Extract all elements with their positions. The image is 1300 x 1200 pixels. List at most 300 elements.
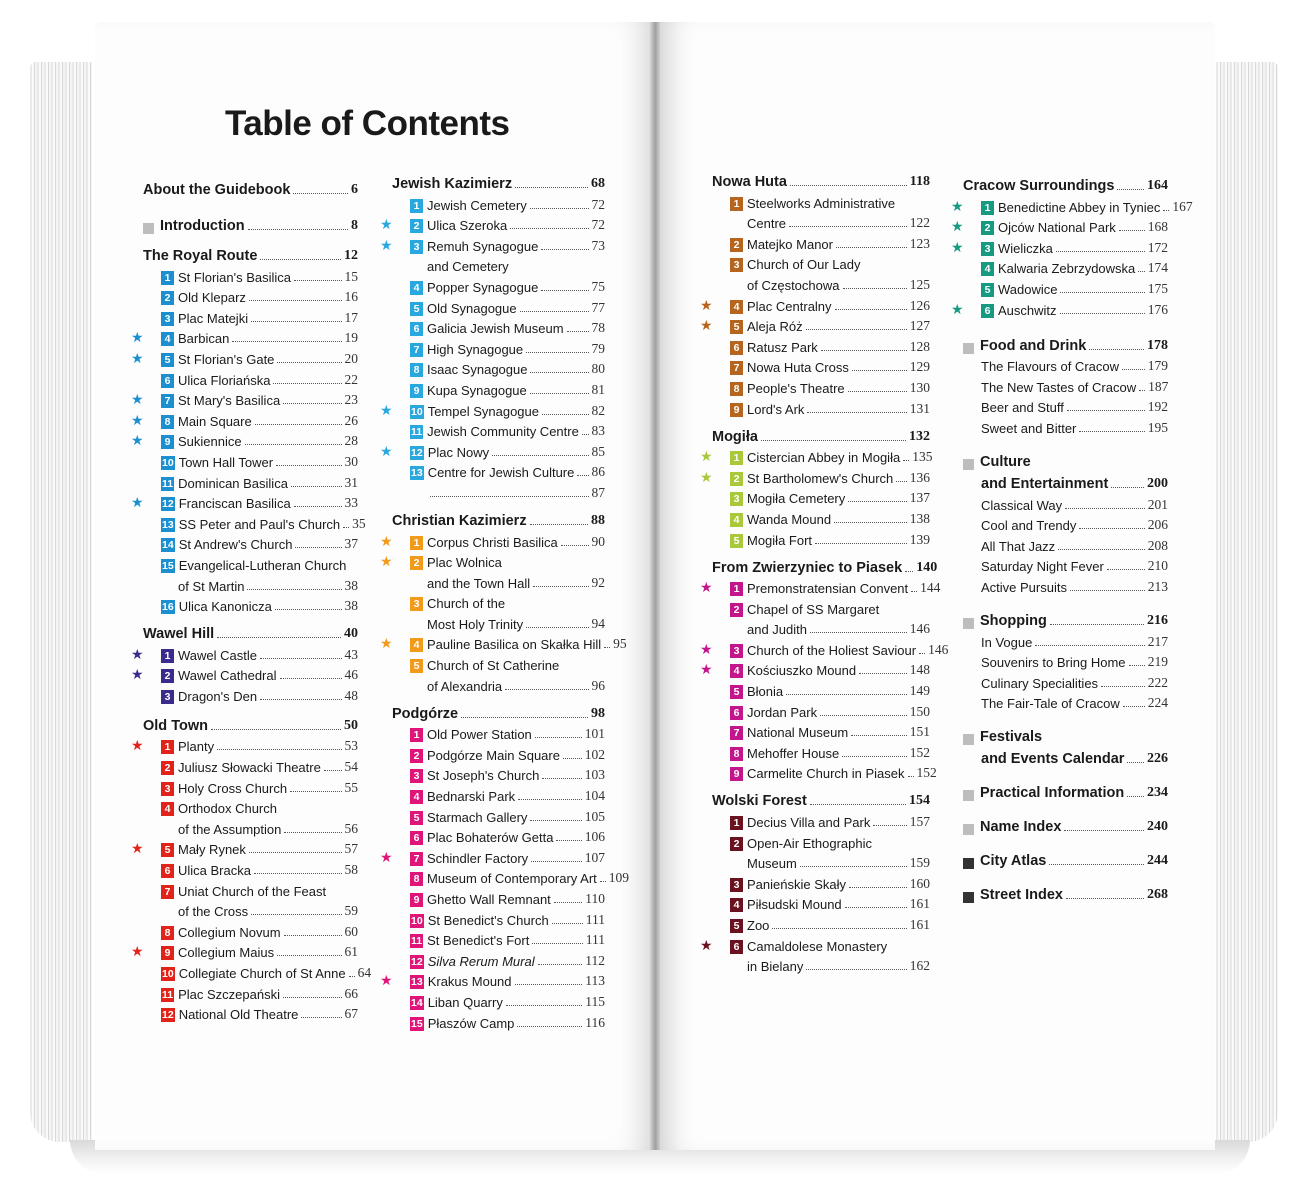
entry-title: Main Square	[178, 413, 252, 429]
dot-leader	[301, 1017, 341, 1018]
dot-leader	[600, 881, 606, 882]
entry-page-number: 217	[1147, 633, 1168, 649]
entry-title: Cistercian Abbey in Mogiła	[747, 450, 901, 466]
entry-page-number: 66	[344, 985, 358, 1001]
entry-page-number: 61	[344, 944, 358, 960]
entry-page-number: 86	[591, 464, 605, 480]
toc-entry[interactable]	[392, 192, 605, 213]
entry-number-badge: 15	[162, 559, 174, 572]
toc-entry[interactable]	[963, 374, 1168, 395]
entry-page-number: 107	[584, 849, 605, 865]
toc-entry[interactable]	[712, 375, 930, 396]
star-icon: ★	[700, 579, 713, 596]
toc-entry[interactable]	[392, 480, 605, 501]
toc-entry[interactable]	[712, 892, 930, 913]
dot-leader	[800, 866, 907, 867]
toc-entry[interactable]	[131, 326, 358, 347]
entry-number-badge: 6	[981, 304, 994, 318]
toc-entry[interactable]	[143, 470, 358, 491]
section-heading[interactable]	[712, 423, 930, 445]
toc-entry[interactable]	[963, 415, 1168, 436]
section-heading[interactable]	[963, 470, 1168, 492]
toc-entry[interactable]	[143, 775, 358, 796]
dot-leader	[277, 955, 341, 956]
section-heading[interactable]	[963, 847, 1168, 869]
section-title: Nowa Huta	[712, 174, 787, 190]
toc-entry[interactable]	[963, 554, 1168, 575]
entry-page-number: 56	[344, 820, 358, 836]
dot-leader	[515, 187, 588, 188]
entry-number-badge: 10	[162, 968, 174, 980]
toc-entry[interactable]	[392, 570, 605, 591]
entry-title: Panieńskie Skały	[747, 876, 846, 892]
section-heading[interactable]	[712, 554, 938, 576]
toc-entry[interactable]	[143, 857, 358, 878]
toc-entry[interactable]	[392, 295, 605, 316]
toc-entry[interactable]	[392, 336, 605, 357]
toc-section	[380, 700, 630, 1031]
entry-page-number: 38	[344, 577, 358, 593]
section-heading[interactable]	[712, 168, 930, 190]
dot-leader	[260, 658, 342, 659]
star-icon: ★	[951, 197, 964, 214]
toc-entry[interactable]	[712, 506, 930, 527]
toc-entry[interactable]	[963, 574, 1168, 595]
toc-entry[interactable]	[392, 357, 605, 378]
entry-number-badge: 5	[161, 843, 174, 857]
entry-number-badge: 8	[730, 382, 743, 396]
entry-number-badge: 12	[162, 498, 174, 511]
toc-entry[interactable]	[392, 825, 605, 846]
toc-entry[interactable]	[963, 650, 1168, 671]
dot-leader	[1107, 569, 1145, 570]
toc-entry[interactable]	[392, 460, 605, 481]
dot-leader	[542, 414, 589, 415]
toc-entry[interactable]	[963, 395, 1168, 416]
toc-entry[interactable]	[392, 611, 605, 632]
entry-title: Beer and Stuff	[981, 400, 1064, 416]
toc-column-4	[951, 172, 1193, 904]
dot-leader	[810, 632, 907, 633]
dot-leader	[772, 928, 906, 929]
toc-entry[interactable]	[131, 663, 358, 684]
toc-entry[interactable]	[700, 314, 930, 335]
dot-leader	[510, 228, 588, 229]
toc-entry[interactable]	[951, 235, 1168, 256]
toc-entry[interactable]	[712, 830, 930, 851]
toc-entry[interactable]	[963, 533, 1168, 554]
section-heading[interactable]	[963, 745, 1168, 767]
toc-entry[interactable]	[963, 670, 1168, 691]
entry-number-badge: 5	[410, 811, 423, 825]
entry-title: Uniat Church of the Feast	[178, 883, 327, 899]
dot-leader	[1117, 189, 1144, 190]
entry-number-badge: 2	[730, 603, 743, 617]
toc-entry[interactable]	[392, 377, 605, 398]
entry-number-badge: 9	[730, 767, 743, 781]
section-heading[interactable]	[963, 779, 1168, 801]
section-page-number: 216	[1147, 612, 1168, 628]
entry-title: of the Assumption	[178, 821, 282, 837]
entry-title: Isaac Synagogue	[427, 362, 528, 378]
toc-entry[interactable]	[700, 658, 930, 679]
toc-section	[380, 170, 605, 501]
entry-number-badge: 3	[161, 312, 174, 326]
entry-page-number: 67	[344, 1006, 358, 1022]
toc-entry[interactable]	[712, 720, 930, 741]
dot-leader	[284, 832, 341, 833]
section-heading[interactable]	[143, 212, 358, 234]
toc-entry[interactable]	[712, 954, 930, 975]
entry-number-badge: 1	[410, 199, 423, 213]
toc-entry[interactable]	[143, 594, 358, 615]
entry-title: in Bielany	[747, 959, 804, 975]
entry-title: All That Jazz	[981, 538, 1056, 554]
entry-number-badge: 8	[730, 747, 743, 761]
entry-page-number: 104	[584, 788, 605, 804]
toc-entry[interactable]	[392, 804, 605, 825]
entry-page-number: 60	[344, 923, 358, 939]
toc-entry[interactable]	[380, 632, 627, 653]
entry-number-badge: 3	[161, 690, 174, 704]
toc-entry[interactable]	[143, 367, 358, 388]
section-heading[interactable]	[963, 813, 1168, 835]
dot-leader	[567, 331, 589, 332]
entry-title: Popper Synagogue	[427, 279, 539, 295]
toc-entry[interactable]	[143, 960, 372, 981]
entry-page-number: 146	[928, 641, 949, 657]
toc-entry[interactable]	[392, 948, 605, 969]
toc-entry[interactable]	[143, 919, 358, 940]
toc-entry[interactable]	[392, 763, 605, 784]
toc-entry[interactable]	[712, 678, 930, 699]
toc-section	[951, 172, 1193, 318]
entry-title: SS Peter and Paul's Church	[178, 516, 341, 532]
section-title: Name Index	[980, 819, 1062, 836]
toc-entry[interactable]	[143, 816, 358, 837]
toc-entry[interactable]	[392, 652, 605, 673]
entry-title: Museum of Contemporary Art	[427, 871, 597, 887]
dot-leader	[806, 969, 906, 970]
toc-entry[interactable]	[143, 981, 358, 1002]
toc-entry[interactable]	[712, 699, 930, 720]
toc-entry[interactable]	[951, 194, 1193, 215]
toc-entry[interactable]	[392, 316, 605, 337]
entry-number-badge: 13	[162, 518, 174, 531]
entry-title: Bednarski Park	[427, 789, 516, 805]
entry-page-number: 152	[916, 765, 937, 781]
toc-entry[interactable]	[143, 532, 358, 553]
section-square-icon	[963, 734, 974, 745]
entry-title: Collegium Maius	[178, 945, 275, 961]
entry-number-badge: 3	[730, 644, 743, 658]
section-heading[interactable]	[392, 700, 605, 722]
entry-page-number: 162	[909, 958, 930, 974]
entry-page-number: 122	[909, 215, 930, 231]
entry-title: Lord's Ark	[747, 401, 805, 417]
toc-entry[interactable]	[380, 845, 605, 866]
entry-number-badge: 12	[411, 446, 423, 459]
entry-number-badge: 7	[161, 885, 174, 899]
entry-title: Wadowice	[998, 281, 1058, 297]
toc-entry[interactable]	[131, 642, 358, 663]
toc-entry[interactable]	[700, 445, 933, 466]
toc-entry[interactable]	[700, 933, 930, 954]
entry-title: Jewish Community Centre	[427, 424, 579, 440]
dot-leader	[1049, 864, 1144, 865]
entry-title: of Częstochowa	[747, 277, 840, 293]
entry-page-number: 90	[591, 533, 605, 549]
entry-page-number: 206	[1147, 517, 1168, 533]
toc-entry[interactable]	[143, 796, 358, 817]
toc-entry[interactable]	[392, 783, 605, 804]
toc-entry[interactable]	[143, 899, 358, 920]
entry-title: Kościuszko Mound	[747, 663, 857, 679]
entry-number-badge: 11	[162, 988, 174, 1001]
toc-entry[interactable]	[131, 734, 358, 755]
entry-number-badge: 2	[730, 837, 743, 851]
toc-entry[interactable]	[712, 851, 930, 872]
entry-page-number: 28	[344, 433, 358, 449]
entry-title: The Flavours of Cracow	[981, 359, 1119, 375]
toc-entry[interactable]	[131, 346, 358, 367]
entry-number-badge: 11	[411, 426, 423, 439]
toc-entry[interactable]	[143, 1002, 358, 1023]
entry-title: Evangelical-Lutheran Church	[178, 557, 347, 573]
entry-title: Ulica Bracka	[178, 863, 251, 879]
toc-section	[963, 448, 1168, 595]
toc-entry[interactable]	[712, 912, 930, 933]
entry-title: Silva Rerum Mural	[427, 953, 535, 969]
toc-section	[700, 554, 949, 782]
toc-entry[interactable]	[392, 673, 605, 694]
toc-entry[interactable]	[963, 492, 1168, 513]
toc-entry[interactable]	[131, 388, 358, 409]
entry-number-badge: 12	[162, 1009, 174, 1022]
dot-leader	[1138, 271, 1144, 272]
toc-entry[interactable]	[712, 596, 930, 617]
toc-section	[143, 212, 358, 234]
entry-title: Centre	[747, 216, 787, 232]
star-icon: ★	[700, 317, 713, 334]
entry-page-number: 85	[591, 443, 605, 459]
entry-page-number: 151	[909, 724, 930, 740]
toc-entry[interactable]	[143, 552, 358, 573]
entry-page-number: 16	[344, 289, 358, 305]
toc-entry[interactable]	[712, 252, 930, 273]
section-title: Wolski Forest	[712, 793, 807, 810]
toc-entry[interactable]	[963, 691, 1168, 712]
entry-page-number: 208	[1147, 537, 1168, 553]
toc-entry[interactable]	[712, 355, 930, 376]
toc-entry[interactable]	[712, 396, 930, 417]
toc-entry[interactable]	[712, 871, 930, 892]
toc-entry[interactable]	[380, 398, 605, 419]
toc-entry[interactable]	[963, 256, 1168, 277]
toc-entry[interactable]	[712, 809, 930, 830]
entry-number-badge: 13	[411, 976, 423, 989]
toc-entry[interactable]	[380, 529, 605, 550]
dot-leader	[851, 735, 907, 736]
entry-title: of St Martin	[178, 578, 245, 594]
toc-entry[interactable]	[392, 989, 605, 1010]
section-heading[interactable]	[963, 607, 1168, 629]
entry-page-number: 72	[591, 196, 605, 212]
toc-entry[interactable]	[392, 1010, 605, 1031]
dot-leader	[1056, 251, 1145, 252]
dot-leader	[294, 506, 342, 507]
toc-entry[interactable]	[392, 419, 605, 440]
section-page-number: 226	[1147, 751, 1168, 767]
toc-entry[interactable]	[380, 550, 605, 571]
toc-entry[interactable]	[963, 354, 1168, 375]
section-heading[interactable]	[963, 172, 1168, 194]
toc-entry[interactable]	[951, 215, 1168, 236]
toc-entry[interactable]	[712, 740, 930, 761]
section-title: City Atlas	[980, 853, 1047, 870]
section-heading[interactable]	[392, 170, 605, 192]
toc-entry[interactable]	[131, 837, 358, 858]
entry-page-number: 31	[344, 474, 358, 490]
entry-title: Franciscan Basilica	[178, 496, 291, 512]
toc-entry[interactable]	[951, 297, 1168, 318]
toc-entry[interactable]	[143, 285, 358, 306]
dot-leader	[343, 527, 349, 528]
toc-entry[interactable]	[963, 629, 1168, 650]
dot-leader	[807, 412, 906, 413]
toc-entry[interactable]	[380, 233, 605, 254]
toc-entry[interactable]	[143, 511, 366, 532]
toc-entry[interactable]	[143, 878, 358, 899]
toc-entry[interactable]	[131, 408, 358, 429]
entry-number-badge: 4	[410, 638, 423, 652]
toc-entry[interactable]	[143, 683, 358, 704]
entry-title: Pauline Basilica on Skałka Hill	[427, 637, 602, 653]
star-icon: ★	[380, 848, 393, 865]
right-page-edges	[1216, 62, 1278, 1142]
dot-leader	[530, 393, 589, 394]
entry-number-badge: 3	[161, 782, 174, 796]
toc-entry[interactable]	[143, 264, 358, 285]
entry-title: Old Power Station	[427, 727, 532, 743]
toc-entry[interactable]	[380, 969, 605, 990]
entry-title: Liban Quarry	[427, 994, 503, 1010]
toc-entry[interactable]	[700, 293, 930, 314]
section-title: Practical Information	[980, 785, 1125, 802]
entry-number-badge: 7	[410, 852, 423, 866]
toc-section	[380, 507, 627, 694]
toc-entry[interactable]	[712, 334, 930, 355]
entry-page-number: 54	[344, 759, 358, 775]
entry-page-number: 112	[585, 952, 605, 968]
toc-entry[interactable]	[712, 272, 930, 293]
dot-leader	[843, 288, 907, 289]
toc-entry[interactable]	[392, 866, 630, 887]
section-heading[interactable]	[143, 176, 358, 198]
toc-entry[interactable]	[392, 928, 605, 949]
dot-leader	[896, 481, 906, 482]
section-heading[interactable]	[143, 242, 358, 264]
entry-page-number: 17	[344, 309, 358, 325]
entry-page-number: 123	[909, 235, 930, 251]
toc-entry[interactable]	[380, 213, 605, 234]
toc-entry[interactable]	[712, 486, 930, 507]
section-title: Old Town	[143, 717, 208, 734]
section-page-number: 68	[591, 176, 605, 191]
toc-section	[700, 168, 930, 417]
toc-entry[interactable]	[143, 754, 358, 775]
toc-entry[interactable]	[392, 591, 605, 612]
section-square-icon	[963, 790, 974, 801]
entry-title: Classical Way	[981, 497, 1063, 513]
toc-entry[interactable]	[131, 491, 358, 512]
toc-entry[interactable]	[712, 211, 930, 232]
toc-entry[interactable]	[392, 722, 605, 743]
section-heading[interactable]	[712, 787, 930, 809]
dot-leader	[1079, 528, 1144, 529]
toc-entry[interactable]	[392, 254, 605, 275]
entry-number-badge: 4	[730, 664, 743, 678]
toc-entry[interactable]	[963, 276, 1168, 297]
toc-entry[interactable]	[712, 190, 930, 211]
entry-page-number: 146	[909, 621, 930, 637]
toc-entry[interactable]	[963, 513, 1168, 534]
toc-entry[interactable]	[131, 940, 358, 961]
entry-number-badge: 8	[161, 926, 174, 940]
toc-entry[interactable]	[143, 573, 358, 594]
entry-page-number: 59	[344, 903, 358, 919]
toc-column-1	[131, 176, 372, 1023]
toc-entry[interactable]	[392, 742, 605, 763]
section-heading[interactable]	[963, 881, 1168, 903]
entry-page-number: 127	[909, 318, 930, 334]
toc-entry[interactable]	[392, 886, 605, 907]
toc-entry[interactable]	[712, 761, 937, 782]
section-heading[interactable]	[392, 507, 605, 529]
entry-number-badge: 1	[730, 582, 743, 596]
section-title-continued: and Entertainment	[981, 475, 1109, 492]
star-icon: ★	[700, 661, 713, 678]
section-heading[interactable]	[963, 332, 1168, 354]
toc-entry[interactable]	[380, 439, 605, 460]
entry-number-badge: 9	[410, 893, 423, 907]
toc-entry[interactable]	[143, 305, 358, 326]
dot-leader	[349, 976, 355, 977]
toc-entry[interactable]	[712, 231, 930, 252]
entry-title: St Bartholomew's Church	[747, 470, 894, 486]
section-page-number: 40	[344, 626, 358, 642]
toc-entry[interactable]	[143, 449, 358, 470]
dot-leader	[582, 434, 589, 435]
section-heading[interactable]	[143, 712, 358, 734]
toc-entry[interactable]	[712, 527, 930, 548]
toc-entry[interactable]	[712, 617, 930, 638]
section-heading[interactable]	[143, 620, 358, 642]
toc-entry[interactable]	[392, 274, 605, 295]
toc-entry[interactable]	[700, 576, 941, 597]
entry-number-badge: 6	[410, 831, 423, 845]
entry-title: Plac Szczepański	[178, 986, 280, 1002]
star-icon: ★	[131, 329, 144, 346]
star-icon: ★	[131, 666, 144, 683]
toc-entry[interactable]	[131, 429, 358, 450]
dot-leader	[806, 329, 907, 330]
entry-number-badge: 1	[410, 536, 423, 550]
toc-entry[interactable]	[700, 637, 949, 658]
toc-entry[interactable]	[700, 465, 930, 486]
entry-title: and the Town Hall	[427, 575, 531, 591]
toc-entry[interactable]	[392, 907, 605, 928]
